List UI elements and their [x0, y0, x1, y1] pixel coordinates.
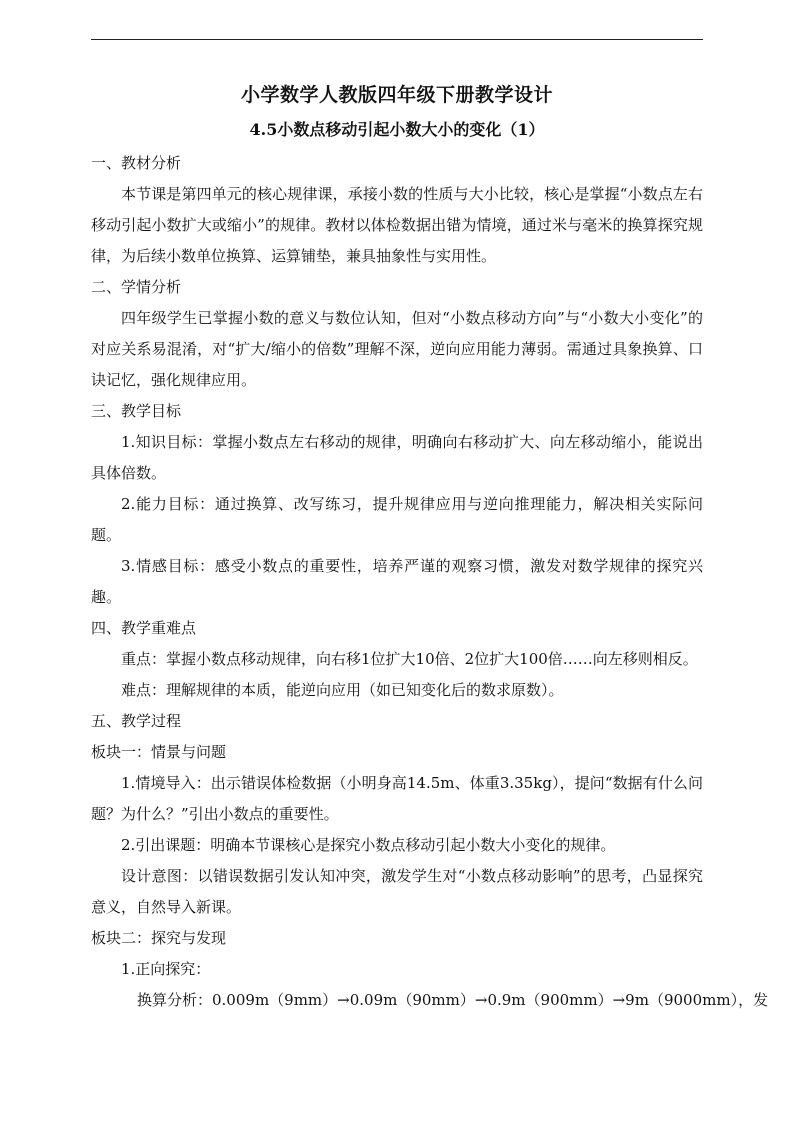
- paragraph-ability-objective: 2.能力目标：通过换算、改写练习，提升规律应用与逆向推理能力，解决相关实际问题。: [91, 495, 703, 544]
- section-heading-learner-analysis: 二、学情分析: [91, 278, 182, 296]
- paragraph-conversion-analysis: 换算分析：0.009m（9mm）→0.09m（90mm）→0.9m（900mm）→9m（9000mm），发: [137, 991, 769, 1009]
- document-body: [91, 80, 769, 1016]
- block-heading-exploration: 板块二：探究与发现: [91, 929, 227, 947]
- section-heading-objectives: 三、教学目标: [91, 402, 182, 420]
- paragraph-topic-intro: 2.引出课题：明确本节课核心是探究小数点移动引起小数大小变化的规律。: [121, 836, 616, 854]
- paragraph-learner-analysis: 四年级学生已掌握小数的意义与数位认知，但对“小数点移动方向”与“小数大小变化”的对应关系易混淆，对“扩大/缩小的倍数”理解不深，逆向应用能力薄弱。需通过具象换算、口诀记忆，强化规律应用。: [91, 309, 703, 389]
- document-title: 小学数学人教版四年级下册教学设计: [240, 84, 553, 106]
- section-heading-textbook-analysis: 一、教材分析: [91, 154, 182, 172]
- paragraph-key-point: 重点：掌握小数点移动规律，向右移1位扩大10倍、2位扩大100倍……向左移则相反。: [121, 650, 698, 668]
- paragraph-design-intent: 设计意图：以错误数据引发认知冲突，激发学生对“小数点移动影响”的思考，凸显探究意义，自然导入新课。: [91, 867, 703, 916]
- paragraph-forward-exploration: 1.正向探究：: [121, 960, 211, 978]
- paragraph-emotion-objective: 3.情感目标：感受小数点的重要性，培养严谨的观察习惯，激发对数学规律的探究兴趣。: [91, 557, 703, 606]
- section-heading-key-points: 四、教学重难点: [91, 619, 197, 637]
- paragraph-difficult-point: 难点：理解规律的本质，能逆向应用（如已知变化后的数求原数）。: [121, 681, 564, 699]
- document-subtitle: 4.5小数点移动引起小数大小的变化（1）: [249, 120, 545, 139]
- header-rule: [91, 39, 703, 40]
- paragraph-knowledge-objective: 1.知识目标：掌握小数点左右移动的规律，明确向右移动扩大、向左移动缩小，能说出具体倍数。: [91, 433, 703, 482]
- paragraph-textbook-analysis: 本节课是第四单元的核心规律课，承接小数的性质与大小比较，核心是掌握“小数点左右移动引起小数扩大或缩小”的规律。教材以体检数据出错为情境，通过米与毫米的换算探究规律，为后续小数单位换算、运算铺垫，兼具抽象性与实用性。: [91, 185, 703, 265]
- section-heading-teaching-process: 五、教学过程: [91, 712, 182, 730]
- paragraph-scenario-intro: 1.情境导入：出示错误体检数据（小明身高14.5m、体重3.35kg），提问“数据有什么问题？为什么？”引出小数点的重要性。: [91, 774, 703, 823]
- block-heading-scenario: 板块一：情景与问题: [91, 743, 227, 761]
